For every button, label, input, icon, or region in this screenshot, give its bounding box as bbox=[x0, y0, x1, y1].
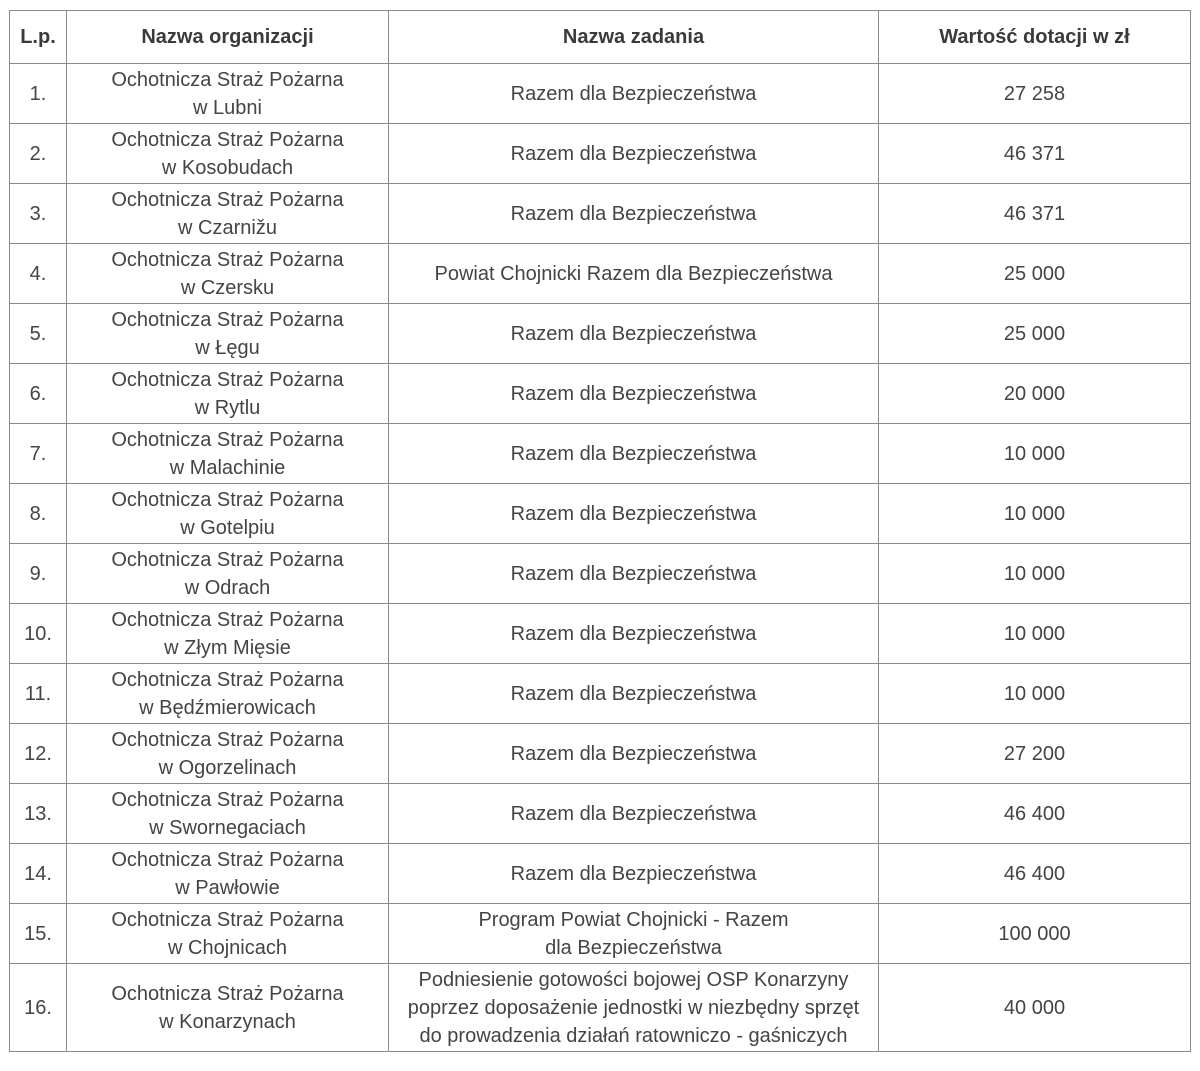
task-name-line: Razem dla Bezpieczeństwa bbox=[510, 802, 757, 825]
cell-lp bbox=[10, 184, 67, 244]
grant-amount: 25 000 bbox=[1003, 262, 1066, 285]
cell-grant-value bbox=[879, 544, 1191, 604]
task-name-line: Razem dla Bezpieczeństwa bbox=[510, 742, 757, 765]
task-name-line: poprzez doposażenie jednostki w niezbędny sprzęt bbox=[407, 996, 860, 1019]
grant-amount: 25 000 bbox=[1003, 322, 1066, 345]
table-row bbox=[10, 724, 1191, 784]
cell-task bbox=[389, 664, 879, 724]
task-name-line: Podniesienie gotowości bojowej OSP Konarzyny bbox=[418, 968, 849, 991]
row-number: 4. bbox=[29, 262, 47, 285]
task-name-line: Program Powiat Chojnicki - Razem bbox=[478, 908, 789, 931]
cell-organization bbox=[67, 424, 389, 484]
grant-amount: 10 000 bbox=[1003, 442, 1066, 465]
cell-lp bbox=[10, 64, 67, 124]
cell-task bbox=[389, 64, 879, 124]
cell-task bbox=[389, 604, 879, 664]
header-task: Nazwa zadania bbox=[389, 11, 879, 64]
table-row bbox=[10, 664, 1191, 724]
task-name-line: Razem dla Bezpieczeństwa bbox=[510, 382, 757, 405]
cell-grant-value bbox=[879, 484, 1191, 544]
row-number: 5. bbox=[29, 322, 47, 345]
cell-task bbox=[389, 244, 879, 304]
cell-organization bbox=[67, 484, 389, 544]
cell-grant-value bbox=[879, 424, 1191, 484]
row-number: 13. bbox=[24, 802, 52, 825]
organization-location: w Kosobudach bbox=[161, 156, 294, 179]
cell-task bbox=[389, 844, 879, 904]
row-number: 3. bbox=[29, 202, 47, 225]
organization-location: w Czersku bbox=[180, 276, 275, 299]
row-number: 1. bbox=[29, 82, 47, 105]
cell-organization bbox=[67, 724, 389, 784]
cell-grant-value bbox=[879, 244, 1191, 304]
task-name-line: Razem dla Bezpieczeństwa bbox=[510, 682, 757, 705]
organization-name: Ochotnicza Straż Pożarna bbox=[111, 188, 344, 211]
cell-lp bbox=[10, 844, 67, 904]
cell-lp bbox=[10, 784, 67, 844]
cell-grant-value bbox=[879, 964, 1191, 1052]
cell-organization bbox=[67, 604, 389, 664]
organization-name: Ochotnicza Straż Pożarna bbox=[111, 668, 344, 691]
cell-grant-value bbox=[879, 124, 1191, 184]
cell-grant-value bbox=[879, 904, 1191, 964]
cell-grant-value bbox=[879, 664, 1191, 724]
cell-organization bbox=[67, 184, 389, 244]
header-lp: L.p. bbox=[10, 11, 67, 64]
cell-grant-value bbox=[879, 604, 1191, 664]
table-row bbox=[10, 484, 1191, 544]
task-name-line: Razem dla Bezpieczeństwa bbox=[510, 862, 757, 885]
cell-organization bbox=[67, 64, 389, 124]
organization-location: w Odrach bbox=[184, 576, 271, 599]
cell-task bbox=[389, 184, 879, 244]
organization-name: Ochotnicza Straż Pożarna bbox=[111, 488, 344, 511]
cell-lp bbox=[10, 304, 67, 364]
table-row bbox=[10, 64, 1191, 124]
organization-name: Ochotnicza Straż Pożarna bbox=[111, 788, 344, 811]
row-number: 14. bbox=[24, 862, 52, 885]
task-name-line: dla Bezpieczeństwa bbox=[545, 936, 722, 959]
grant-amount: 46 371 bbox=[1003, 202, 1066, 225]
grant-amount: 10 000 bbox=[1003, 502, 1066, 525]
header-grant-value: Wartość dotacji w zł bbox=[879, 11, 1191, 64]
cell-task bbox=[389, 964, 879, 1052]
organization-name: Ochotnicza Straż Pożarna bbox=[111, 608, 344, 631]
organization-location: w Złym Mięsie bbox=[164, 636, 291, 659]
cell-grant-value bbox=[879, 784, 1191, 844]
task-name-line: Razem dla Bezpieczeństwa bbox=[510, 622, 757, 645]
table-row bbox=[10, 304, 1191, 364]
grant-amount: 40 000 bbox=[1003, 996, 1066, 1019]
row-number: 16. bbox=[24, 996, 52, 1019]
row-number: 6. bbox=[29, 382, 47, 405]
organization-name: Ochotnicza Straż Pożarna bbox=[111, 908, 344, 931]
organization-location: w Będźmierowicach bbox=[139, 696, 316, 719]
cell-task bbox=[389, 484, 879, 544]
cell-grant-value bbox=[879, 364, 1191, 424]
table-row bbox=[10, 184, 1191, 244]
grant-amount: 46 400 bbox=[1003, 802, 1066, 825]
row-number: 9. bbox=[29, 562, 47, 585]
grant-amount: 27 258 bbox=[1003, 82, 1066, 105]
cell-grant-value bbox=[879, 64, 1191, 124]
cell-grant-value bbox=[879, 304, 1191, 364]
cell-organization bbox=[67, 364, 389, 424]
cell-task bbox=[389, 364, 879, 424]
cell-task bbox=[389, 124, 879, 184]
cell-lp bbox=[10, 904, 67, 964]
grant-amount: 46 371 bbox=[1003, 142, 1066, 165]
task-name-line: Razem dla Bezpieczeństwa bbox=[510, 502, 757, 525]
row-number: 15. bbox=[24, 922, 52, 945]
organization-location: w Gotelpiu bbox=[180, 516, 275, 539]
organization-location: w Malachinie bbox=[169, 456, 286, 479]
task-name-line: Razem dla Bezpieczeństwa bbox=[510, 562, 757, 585]
cell-task bbox=[389, 724, 879, 784]
table-row bbox=[10, 964, 1191, 1052]
cell-organization bbox=[67, 904, 389, 964]
grant-amount: 10 000 bbox=[1003, 562, 1066, 585]
organization-name: Ochotnicza Straż Pożarna bbox=[111, 848, 344, 871]
cell-lp bbox=[10, 724, 67, 784]
cell-lp bbox=[10, 544, 67, 604]
cell-lp bbox=[10, 424, 67, 484]
task-name-line: Razem dla Bezpieczeństwa bbox=[510, 442, 757, 465]
row-number: 11. bbox=[24, 682, 52, 705]
row-number: 12. bbox=[24, 742, 52, 765]
cell-lp bbox=[10, 484, 67, 544]
organization-location: w Pawłowie bbox=[175, 876, 280, 899]
cell-lp bbox=[10, 664, 67, 724]
cell-organization bbox=[67, 964, 389, 1052]
header-organization: Nazwa organizacji bbox=[67, 11, 389, 64]
cell-organization bbox=[67, 784, 389, 844]
cell-grant-value bbox=[879, 184, 1191, 244]
table-row bbox=[10, 364, 1191, 424]
grant-amount: 10 000 bbox=[1003, 622, 1066, 645]
organization-name: Ochotnicza Straż Pożarna bbox=[111, 368, 344, 391]
table-row bbox=[10, 244, 1191, 304]
table-row bbox=[10, 784, 1191, 844]
cell-grant-value bbox=[879, 724, 1191, 784]
organization-name: Ochotnicza Straż Pożarna bbox=[111, 68, 344, 91]
cell-task bbox=[389, 544, 879, 604]
row-number: 8. bbox=[29, 502, 47, 525]
grant-amount: 46 400 bbox=[1003, 862, 1066, 885]
row-number: 10. bbox=[24, 622, 52, 645]
organization-name: Ochotnicza Straż Pożarna bbox=[111, 248, 344, 271]
task-name-line: Razem dla Bezpieczeństwa bbox=[510, 202, 757, 225]
grant-amount: 20 000 bbox=[1003, 382, 1066, 405]
cell-task bbox=[389, 904, 879, 964]
organization-location: w Rytlu bbox=[194, 396, 261, 419]
cell-task bbox=[389, 424, 879, 484]
cell-task bbox=[389, 784, 879, 844]
cell-organization bbox=[67, 244, 389, 304]
cell-organization bbox=[67, 544, 389, 604]
grant-amount: 10 000 bbox=[1003, 682, 1066, 705]
cell-organization bbox=[67, 664, 389, 724]
organization-name: Ochotnicza Straż Pożarna bbox=[111, 428, 344, 451]
cell-lp bbox=[10, 244, 67, 304]
task-name-line: Razem dla Bezpieczeństwa bbox=[510, 82, 757, 105]
cell-grant-value bbox=[879, 844, 1191, 904]
grant-amount: 100 000 bbox=[998, 922, 1071, 945]
cell-task bbox=[389, 304, 879, 364]
table-row bbox=[10, 544, 1191, 604]
task-name-line: Razem dla Bezpieczeństwa bbox=[510, 322, 757, 345]
organization-location: w Czarnižu bbox=[178, 216, 277, 239]
organization-name: Ochotnicza Straż Pożarna bbox=[111, 728, 344, 751]
organization-name: Ochotnicza Straż Pożarna bbox=[111, 982, 344, 1005]
task-name-line: Powiat Chojnicki Razem dla Bezpieczeństwa bbox=[434, 262, 833, 285]
organization-name: Ochotnicza Straż Pożarna bbox=[111, 128, 344, 151]
task-name-line: Razem dla Bezpieczeństwa bbox=[510, 142, 757, 165]
organization-location: w Konarzynach bbox=[159, 1010, 296, 1033]
header-row bbox=[10, 11, 1191, 64]
cell-lp bbox=[10, 124, 67, 184]
organization-name: Ochotnicza Straż Pożarna bbox=[111, 548, 344, 571]
table-row bbox=[10, 844, 1191, 904]
row-number: 2. bbox=[29, 142, 47, 165]
task-name-line: do prowadzenia działań ratowniczo - gaśniczych bbox=[419, 1024, 848, 1047]
cell-lp bbox=[10, 604, 67, 664]
table-row bbox=[10, 604, 1191, 664]
organization-location: w Chojnicach bbox=[168, 936, 287, 959]
cell-lp bbox=[10, 964, 67, 1052]
organization-location: w Swornegaciach bbox=[149, 816, 306, 839]
organization-location: w Łęgu bbox=[195, 336, 260, 359]
cell-organization bbox=[67, 844, 389, 904]
row-number: 7. bbox=[29, 442, 47, 465]
table-row bbox=[10, 124, 1191, 184]
cell-organization bbox=[67, 304, 389, 364]
grants-table bbox=[9, 10, 1191, 1052]
cell-organization bbox=[67, 124, 389, 184]
table-row bbox=[10, 424, 1191, 484]
table-row bbox=[10, 904, 1191, 964]
cell-lp bbox=[10, 364, 67, 424]
organization-name: Ochotnicza Straż Pożarna bbox=[111, 308, 344, 331]
grant-amount: 27 200 bbox=[1003, 742, 1066, 765]
organization-location: w Lubni bbox=[193, 96, 262, 119]
table-body bbox=[10, 64, 1191, 1052]
organization-location: w Ogorzelinach bbox=[158, 756, 297, 779]
